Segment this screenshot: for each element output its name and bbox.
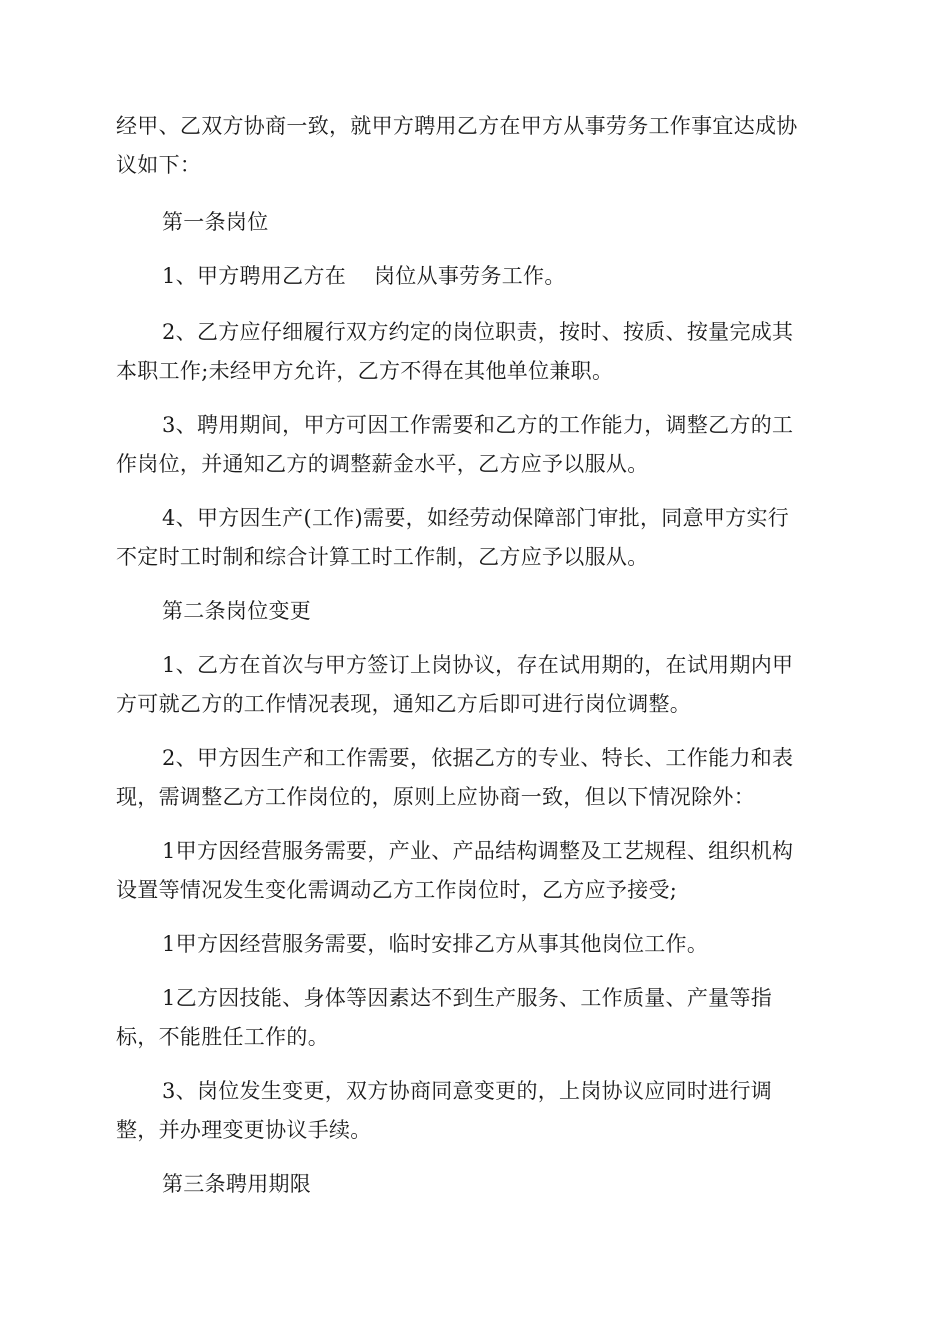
paragraph-line: 现，需调整乙方工作岗位的，原则上应协商一致，但以下情况除外： bbox=[116, 785, 755, 809]
paragraph-line: 方可就乙方的工作情况表现，通知乙方后即可进行岗位调整。 bbox=[116, 692, 692, 716]
paragraph-line: 3、聘用期间，甲方可因工作需要和乙方的工作能力，调整乙方的工 bbox=[162, 413, 794, 437]
section-heading: 第三条聘用期限 bbox=[162, 1172, 312, 1196]
paragraph-line: 整，并办理变更协议手续。 bbox=[116, 1118, 372, 1142]
paragraph-line: 4、甲方因生产(工作)需要，如经劳动保障部门审批，同意甲方实行 bbox=[162, 506, 790, 530]
paragraph-line: 3、岗位发生变更，双方协商同意变更的，上岗协议应同时进行调 bbox=[162, 1079, 773, 1103]
paragraph-line: 2、甲方因生产和工作需要，依据乙方的专业、特长、工作能力和表 bbox=[162, 746, 794, 770]
paragraph-line: 标，不能胜任工作的。 bbox=[116, 1025, 329, 1049]
paragraph-line: 1、乙方在首次与甲方签订上岗协议，存在试用期的，在试用期内甲 bbox=[162, 653, 794, 677]
paragraph-line: 1乙方因技能、身体等因素达不到生产服务、工作质量、产量等指 bbox=[162, 986, 773, 1010]
paragraph-line: 议如下： bbox=[116, 153, 202, 177]
paragraph-line: 经甲、乙双方协商一致，就甲方聘用乙方在甲方从事劳务工作事宜达成协 bbox=[116, 114, 798, 138]
paragraph-line: 不定时工时制和综合计算工时工作制，乙方应予以服从。 bbox=[116, 545, 649, 569]
section-heading: 第一条岗位 bbox=[162, 210, 269, 234]
paragraph-line: 2、乙方应仔细履行双方约定的岗位职责，按时、按质、按量完成其 bbox=[162, 320, 794, 344]
paragraph-line: 1、甲方聘用乙方在 岗位从事劳务工作。 bbox=[162, 264, 566, 288]
paragraph-line: 本职工作;未经甲方允许，乙方不得在其他单位兼职。 bbox=[116, 359, 614, 383]
paragraph-line: 1甲方因经营服务需要，产业、产品结构调整及工艺规程、组织机构 bbox=[162, 839, 794, 863]
paragraph-line: 作岗位，并通知乙方的调整薪金水平，乙方应予以服从。 bbox=[116, 452, 649, 476]
paragraph-line: 设置等情况发生变化需调动乙方工作岗位时，乙方应予接受; bbox=[116, 878, 678, 902]
paragraph-line: 1甲方因经营服务需要，临时安排乙方从事其他岗位工作。 bbox=[162, 932, 709, 956]
section-heading: 第二条岗位变更 bbox=[162, 599, 312, 623]
